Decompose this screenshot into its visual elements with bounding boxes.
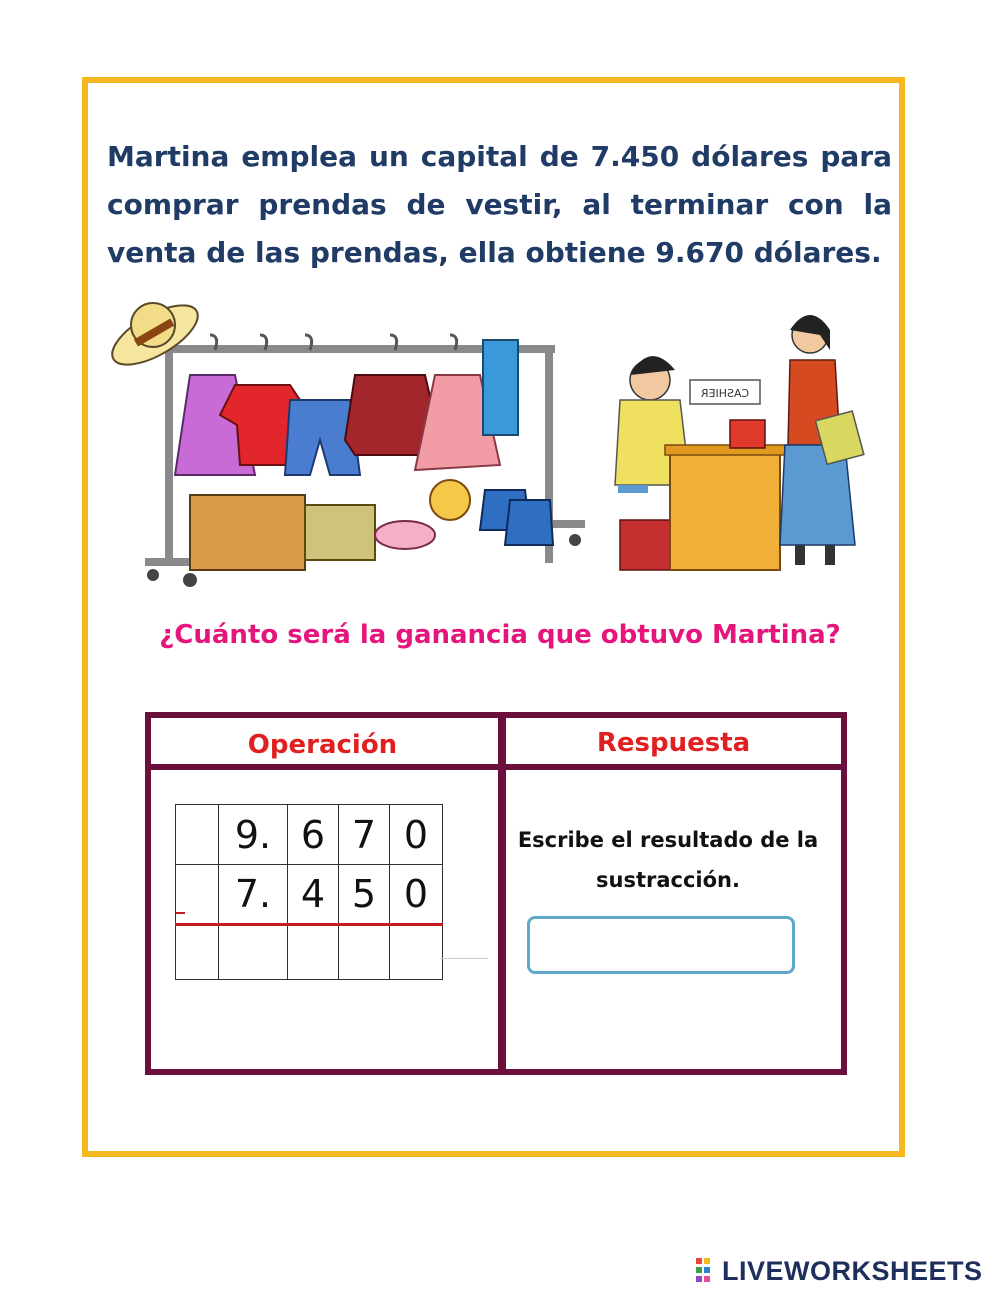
result-row [176, 925, 443, 980]
grid-cell [390, 925, 443, 980]
cashier-shop-illustration [610, 305, 870, 585]
minuend-row [176, 805, 443, 865]
grid-cell [288, 925, 339, 980]
grid-cell [219, 925, 288, 980]
answer-input[interactable] [527, 916, 795, 974]
subtraction-grid [175, 804, 443, 980]
guide-line [440, 958, 488, 959]
grid-cell: 4 [288, 865, 339, 925]
liveworksheets-branding [696, 1255, 983, 1287]
minus-sign [176, 912, 185, 914]
grid-cell [339, 925, 390, 980]
grid-cell [176, 865, 219, 925]
grid-cell: 0 [390, 865, 443, 925]
problem-statement: Martina emplea un capital de 7.450 dólares para comprar prendas de vestir, al terminar con la venta de las prendas, ella obtiene 9.670 dólares. [107, 140, 892, 269]
clothes-rack-illustration [105, 290, 595, 590]
grid-cell: 9. [219, 805, 288, 865]
question-text: ¿Cuánto será la ganancia que obtuvo Martina? [159, 620, 841, 650]
subtrahend-row [176, 865, 443, 925]
answer-header: Respuesta [596, 728, 751, 758]
grid-cell: 7. [219, 865, 288, 925]
answer-instruction: Escribe el resultado de la sustracción. [517, 828, 819, 892]
table-divider-horizontal [145, 764, 847, 770]
brand-text: LIVEWORKSHEETS [722, 1255, 983, 1286]
grid-cell: 5 [339, 865, 390, 925]
grid-cell [176, 805, 219, 865]
grid-cell [176, 925, 219, 980]
operation-header: Operación [247, 730, 398, 760]
grid-cell: 0 [390, 805, 443, 865]
grid-cell: 7 [339, 805, 390, 865]
liveworksheets-logo-icon [696, 1258, 718, 1284]
grid-cell: 6 [288, 805, 339, 865]
cashier-sign-text: CASHIER [700, 387, 750, 400]
